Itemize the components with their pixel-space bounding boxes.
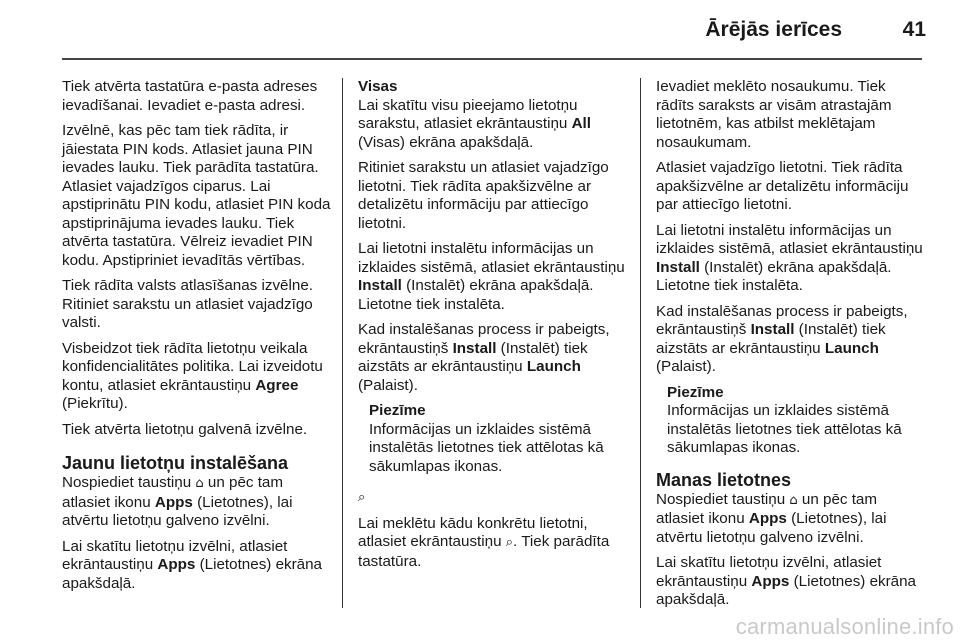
- button-label-all: All: [571, 115, 592, 132]
- button-label-apps: Apps: [748, 510, 787, 527]
- button-label-install: Install: [452, 339, 497, 357]
- paragraph: Visbeidzot tiek rādīta lietotņu veikala konfidencialitātes politika. Lai izveidotu kontu, atlasiet ekrāntaustiņu Agree (Piekrītu).: [62, 339, 323, 412]
- subheading-visas: Visas: [358, 78, 398, 95]
- paragraph: Lai meklētu kādu konkrētu lietotni, atlasiet ekrāntaustiņu ⌕. Tiek parādīta tastatūra.: [358, 514, 610, 570]
- button-label-install: Install: [358, 277, 402, 294]
- section-heading: Manas lietotnes: [656, 469, 792, 490]
- column-3: [656, 78, 924, 617]
- paragraph: Lai lietotni instalētu informācijas un izklaides sistēmā, atlasiet ekrāntaustiņu Install (Instalēt) ekrāna apakšdaļā. Lietotne tiek instalēta.: [358, 240, 625, 313]
- paragraph: Izvēlnē, kas pēc tam tiek rādīta, ir jāiestata PIN kods. Atlasiet jauna PIN ievades lauku. Tiek parādīta tastatūra. Atlasiet vajadzīgos ciparus. Lai apstiprinātu PIN kodu, atlasiet PIN koda apstiprinājuma ievades lauku. Tiek atvērta tastatūra. Vēlreiz ievadiet PIN kodu. Apstipriniet ievadītās vērtības.: [62, 122, 331, 269]
- column-divider-2: [640, 78, 641, 608]
- page-number: 41: [902, 18, 926, 41]
- paragraph: Ritiniet sarakstu un atlasiet vajadzīgo lietotni. Tiek rādīta apakšizvēlne ar detalizētu informāciju par attiecīgo lietotni.: [358, 159, 609, 232]
- column-divider-1: [342, 78, 343, 608]
- note-title: Piezīme: [667, 383, 724, 401]
- search-icon: ⌕: [505, 535, 514, 550]
- paragraph: Lai skatītu visu pieejamo lietotņu sarakstu, atlasiet ekrāntaustiņu All (Visas) ekrāna apakšdaļā.: [358, 96, 592, 151]
- note-text: Informācijas un izklaides sistēmā instalētās lietotnes tiek attēlotas kā sākumlapas ikonas.: [369, 420, 604, 475]
- paragraph: Kad instalēšanas process ir pabeigts, ekrāntaustiņš Install (Instalēt) tiek aizstāts ar ekrāntaustiņu Launch (Palaist).: [358, 321, 610, 394]
- button-label-apps: Apps: [154, 493, 193, 511]
- button-label-install: Install: [750, 321, 795, 338]
- section-heading: Jaunu lietotņu instalēšana: [62, 453, 289, 473]
- button-label-apps: Apps: [751, 572, 790, 590]
- column-2: [358, 78, 630, 578]
- paragraph: Ievadiet meklēto nosaukumu. Tiek rādīts saraksts ar visām atrastajām lietotnēm, kas atbilst meklētajam nosaukumam.: [656, 78, 892, 151]
- watermark: carmanualsonline.info: [735, 614, 954, 639]
- search-icon: ⌕: [358, 490, 366, 505]
- paragraph: Kad instalēšanas process ir pabeigts, ekrāntaustiņš Install (Instalēt) tiek aizstāts ar ekrāntaustiņu Launch (Palaist).: [656, 302, 908, 375]
- paragraph: Atlasiet vajadzīgo lietotni. Tiek rādīta apakšizvēlne ar detalizētu informāciju par attiecīgo lietotni.: [656, 159, 909, 213]
- paragraph: Lai skatītu lietotņu izvēlni, atlasiet ekrāntaustiņu Apps (Lietotnes) ekrāna apakšdaļā.: [62, 537, 323, 592]
- page-header: [0, 0, 960, 62]
- note-title: Piezīme: [369, 402, 426, 419]
- paragraph: Tiek atvērta tastatūra e-pasta adreses ievadīšanai. Ievadiet e-pasta adresi.: [62, 78, 318, 114]
- search-icon-line: [358, 488, 630, 508]
- column-1: [62, 78, 332, 600]
- paragraph: Lai skatītu lietotņu izvēlni, atlasiet ekrāntaustiņu Apps (Lietotnes) ekrāna apakšdaļā.: [656, 554, 917, 608]
- note-text: Informācijas un izklaides sistēmā instalētās lietotnes tiek attēlotas kā sākumlapas ikonas.: [667, 402, 902, 456]
- button-label-apps: Apps: [157, 556, 196, 573]
- paragraph: Nospiediet taustiņu ⌂ un pēc tam atlasiet ikonu Apps (Lietotnes), lai atvērtu lietotņu galveno izvēlni.: [656, 490, 887, 546]
- note-box: [369, 402, 630, 476]
- home-icon: ⌂: [195, 476, 204, 491]
- button-label-install: Install: [656, 258, 700, 276]
- paragraph: Lai lietotni instalētu informācijas un izklaides sistēmā, atlasiet ekrāntaustiņu Install (Instalēt) ekrāna apakšdaļā. Lietotne tiek instalēta.: [656, 221, 923, 294]
- note-box: [667, 384, 924, 458]
- header-divider: [62, 58, 922, 60]
- button-label-launch: Launch: [526, 358, 581, 375]
- section-title: Ārējās ierīces: [705, 18, 842, 41]
- paragraph: Tiek atvērta lietotņu galvenā izvēlne.: [62, 420, 308, 438]
- paragraph: Nospiediet taustiņu ⌂ un pēc tam atlasiet ikonu Apps (Lietotnes), lai atvērtu lietotņu galveno izvēlni.: [62, 474, 293, 529]
- home-icon: ⌂: [789, 492, 798, 508]
- button-label-launch: Launch: [824, 339, 879, 357]
- paragraph: Tiek rādīta valsts atlasīšanas izvēlne. Ritiniet sarakstu un atlasiet vajadzīgo valsti.: [62, 277, 313, 331]
- button-label-agree: Agree: [255, 376, 299, 394]
